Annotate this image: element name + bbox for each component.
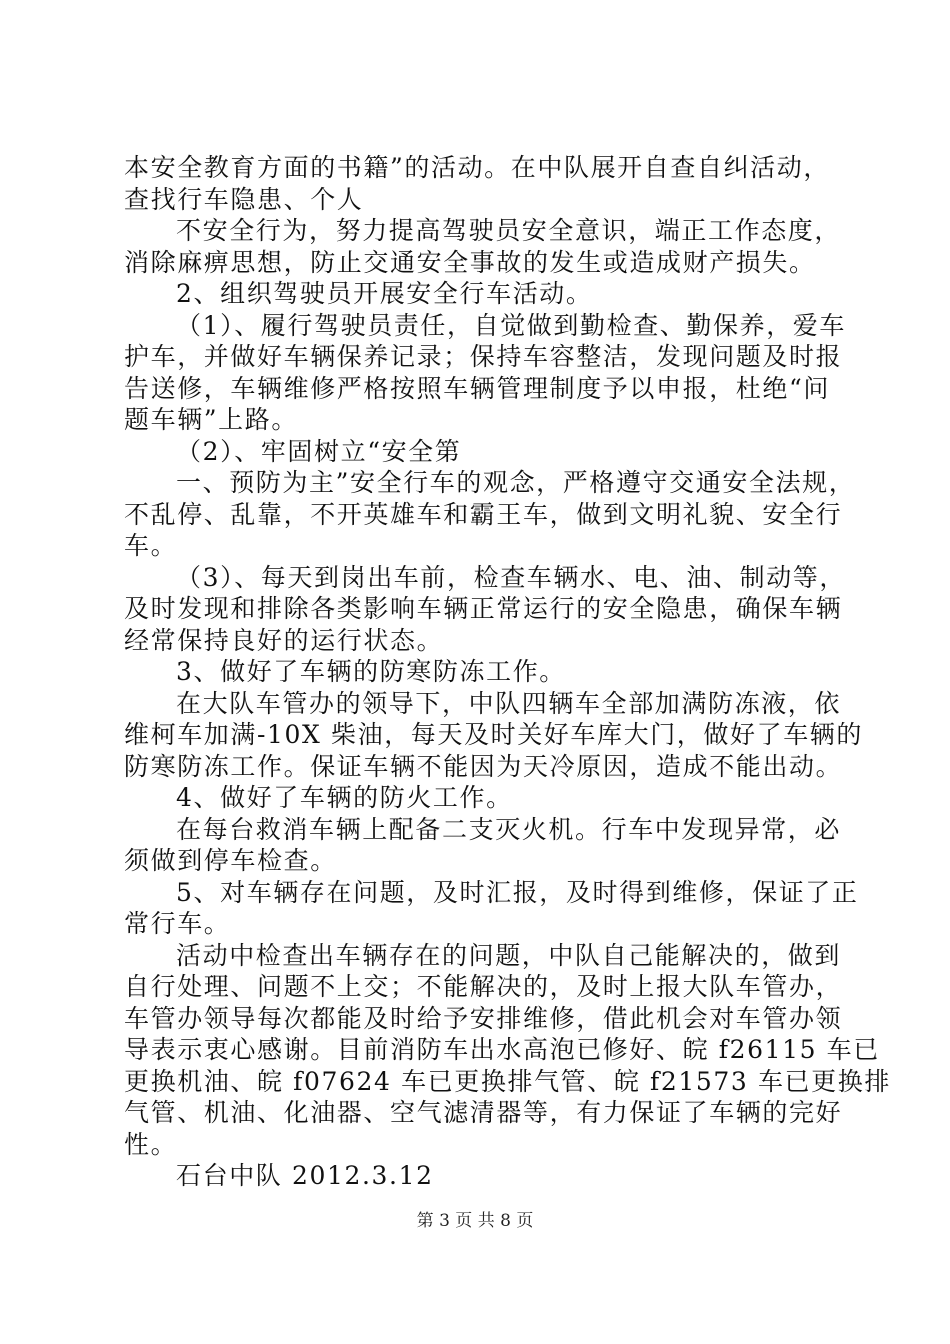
text-line: 气管、机油、化油器、空气滤清器等，有力保证了车辆的完好 bbox=[124, 1098, 843, 1127]
text-line: 查找行车隐患、个人 bbox=[124, 184, 364, 214]
text-line: 告送修，车辆维修严格按照车辆管理制度予以申报，杜绝“问 bbox=[124, 373, 830, 403]
text-line: 5、对车辆存在问题，及时汇报，及时得到维修，保证了正 bbox=[176, 877, 859, 907]
text-line: 一、预防为主”安全行车的观念，严格遵守交通安全法规， bbox=[176, 468, 856, 497]
text-line: 不乱停、乱靠，不开英雄车和霸王车，做到文明礼貌、安全行 bbox=[124, 499, 843, 529]
text-line: 维柯车加满-10X 柴油，每天及时关好车库大门，做好了车辆的 bbox=[124, 720, 864, 749]
text-line: 车。 bbox=[124, 531, 178, 560]
text-line: 车管办领导每次都能及时给予安排维修，借此机会对车管办领 bbox=[124, 1003, 843, 1033]
page-footer bbox=[0, 1210, 950, 1232]
text-line: 更换机油、皖 f07624 车已更换排气管、皖 f21573 车已更换排 bbox=[124, 1066, 891, 1096]
text-line: 消除麻痹思想，防止交通安全事故的发生或造成财产损失。 bbox=[124, 247, 816, 277]
text-line: 自行处理、问题不上交；不能解决的，及时上报大队车管办， bbox=[124, 972, 843, 1001]
text-line: 护车，并做好车辆保养记录；保持车容整洁，发现问题及时报 bbox=[124, 342, 843, 371]
text-line: 防寒防冻工作。保证车辆不能因为天冷原因，造成不能出动。 bbox=[124, 751, 843, 781]
text-line: 石台中队 2012.3.12 bbox=[176, 1161, 434, 1190]
text-line: 在每台救消车辆上配备二支灭火机。行车中发现异常，必 bbox=[176, 814, 842, 844]
page-number-label: 第 3 页 共 8 页 bbox=[416, 1211, 534, 1231]
text-line: （2）、牢固树立“安全第 bbox=[176, 436, 462, 466]
text-line: 性。 bbox=[124, 1129, 178, 1159]
text-line: （1）、履行驾驶员责任，自觉做到勤检查、勤保养，爱车 bbox=[176, 310, 847, 340]
text-line: 经常保持良好的运行状态。 bbox=[124, 625, 444, 655]
text-line: 3、做好了车辆的防寒防冻工作。 bbox=[176, 657, 566, 686]
text-line: 活动中检查出车辆存在的问题，中队自己能解决的，做到 bbox=[176, 940, 842, 970]
text-line: 在大队车管办的领导下，中队四辆车全部加满防冻液，依 bbox=[176, 688, 842, 718]
text-line: 不安全行为，努力提高驾驶员安全意识，端正工作态度， bbox=[176, 216, 842, 245]
text-line: 题车辆”上路。 bbox=[124, 405, 298, 434]
text-line: 常行车。 bbox=[124, 909, 231, 938]
text-line: 及时发现和排除各类影响车辆正常运行的安全隐患，确保车辆 bbox=[124, 594, 843, 623]
text-line: 须做到停车检查。 bbox=[124, 846, 337, 875]
document-body bbox=[124, 152, 891, 1192]
text-line: 4、做好了车辆的防火工作。 bbox=[176, 783, 513, 812]
text-line: （3）、每天到岗出车前，检查车辆水、电、油、制动等， bbox=[176, 562, 847, 592]
text-line: 2、组织驾驶员开展安全行车活动。 bbox=[176, 279, 593, 308]
text-line: 导表示衷心感谢。目前消防车出水高泡已修好、皖 f26115 车已 bbox=[124, 1035, 880, 1064]
text-line: 本安全教育方面的书籍”的活动。在中队展开自查自纠活动， bbox=[124, 153, 830, 182]
